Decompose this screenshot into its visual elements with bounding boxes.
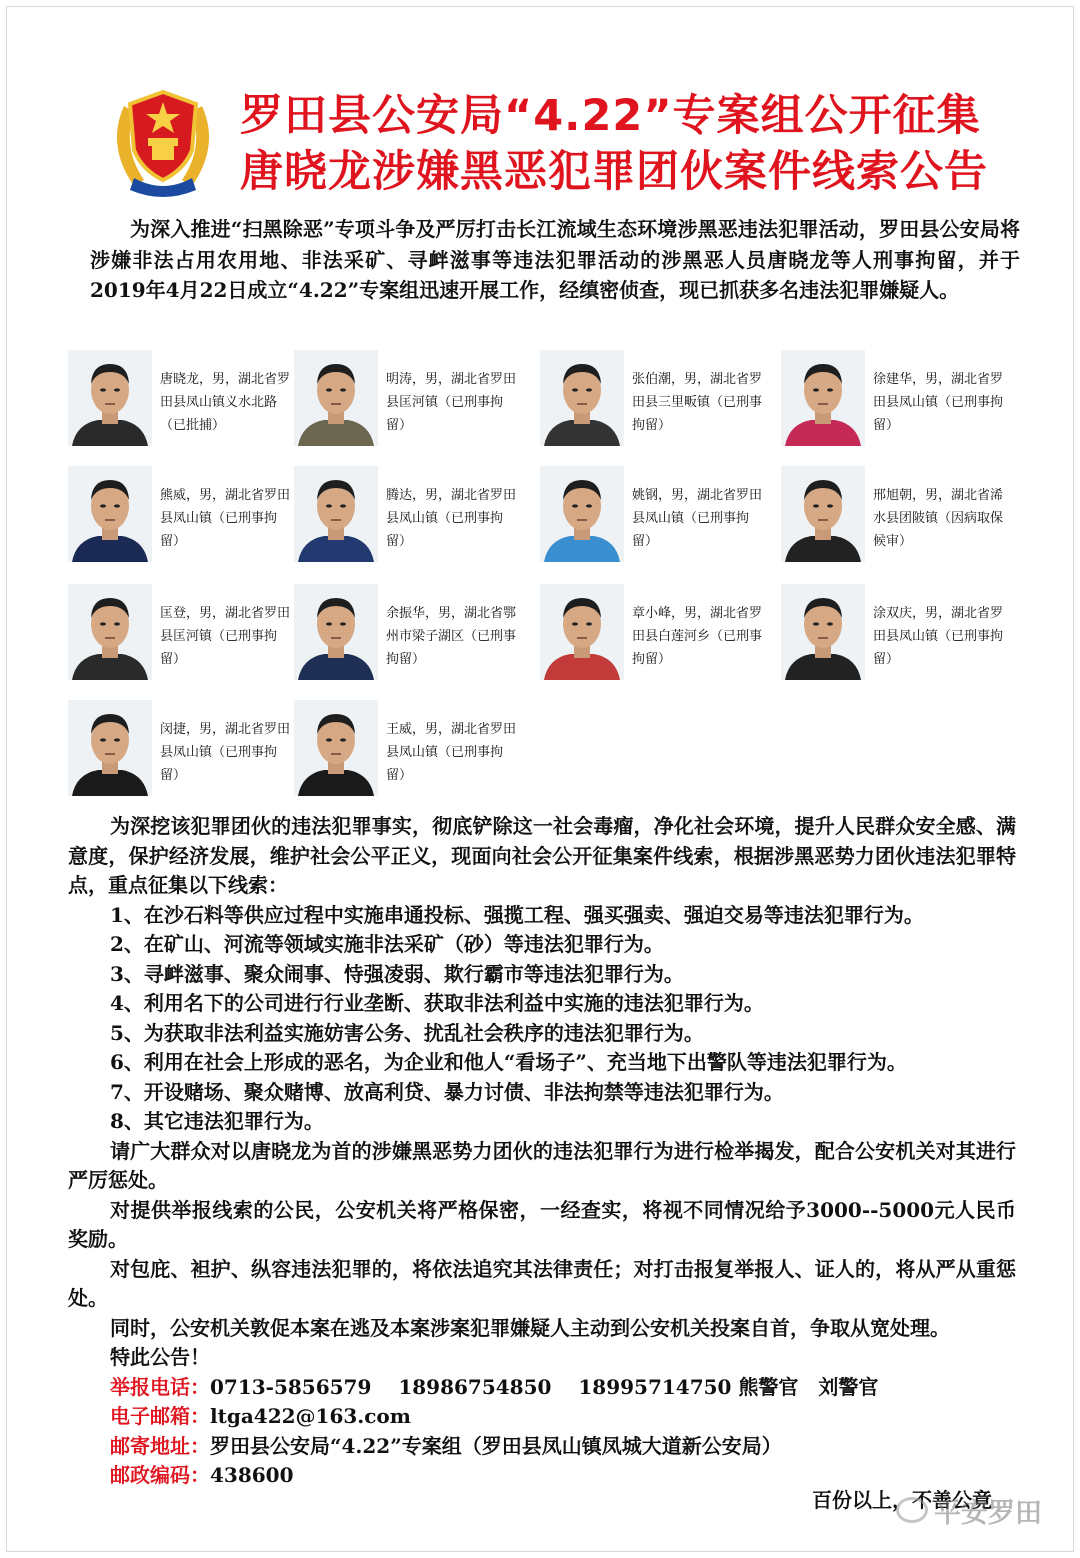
contact-email — [68, 1402, 1016, 1432]
suspect-caption: 姚钢，男，湖北省罗田县凤山镇（已刑事拘留） — [632, 488, 763, 549]
suspect-photo — [294, 466, 378, 562]
suspect-photo — [294, 584, 378, 680]
suspect-caption: 闵捷，男，湖北省罗田县凤山镇（已刑事拘留） — [160, 722, 291, 783]
surrender-paragraph: 同时，公安机关敦促本案在逃及本案涉案犯罪嫌疑人主动到公安机关投案自首，争取从宽处理。 — [110, 1315, 950, 1340]
clue-item: 5、为获取非法利益实施妨害公务、扰乱社会秩序的违法犯罪行为。 — [110, 1020, 704, 1045]
suspect-card — [68, 466, 308, 566]
footer-note: 百份以上，不善公竟 — [812, 1488, 992, 1512]
report-request-paragraph: 请广大群众对以唐晓龙为首的涉嫌黑恶势力团伙的违法犯罪行为进行检举揭发，配合公安机关对其进行严厉惩处。 — [68, 1138, 1016, 1192]
suspect-caption: 王威，男，湖北省罗田县凤山镇（已刑事拘留） — [386, 722, 517, 783]
clue-item: 1、在沙石料等供应过程中实施串通投标、强揽工程、强买强卖、强迫交易等违法犯罪行为。 — [110, 902, 924, 927]
suspect-card — [68, 584, 308, 684]
closing-text: 特此公告！ — [110, 1345, 210, 1369]
suspect-caption: 匡登，男，湖北省罗田县匡河镇（已刑事拘留） — [160, 606, 291, 667]
suspect-card — [540, 466, 780, 566]
phone-label: 举报电话： — [110, 1374, 210, 1399]
address-value: 罗田县公安局“4.22”专案组（罗田县凤山镇凤城大道新公安局） — [210, 1433, 782, 1458]
clue-item: 3、寻衅滋事、聚众闹事、恃强凌弱、欺行霸市等违法犯罪行为。 — [110, 961, 684, 986]
intro-paragraph: 为深入推进“扫黑除恶”专项斗争及严厉打击长江流域生态环境涉黑恶违法犯罪活动，罗田县公安局将涉嫌非法占用农用地、非法采矿、寻衅滋事等违法犯罪活动的涉黑恶人员唐晓龙等人刑事拘留，并于2019年4月22日成立“4.22”专案组迅速开展工作，经缜密侦查，现已抓获多名违法犯罪嫌疑人。 — [90, 217, 1020, 302]
watermark-text: 平安罗田 — [934, 1497, 1042, 1529]
suspect-photo — [68, 466, 152, 562]
watermark — [896, 1490, 1042, 1530]
liability-paragraph: 对包庇、袒护、纵容违法犯罪的，将依法追究其法律责任；对打击报复举报人、证人的，将从严从重惩处。 — [68, 1256, 1016, 1310]
suspect-card — [294, 350, 534, 450]
clue-item: 6、利用在社会上形成的恶名，为企业和他人“看场子”、充当地下出警队等违法犯罪行为。 — [110, 1050, 907, 1074]
phone-value: 0713-5856579 18986754850 18995714750 熊警官 刘警官 — [210, 1374, 879, 1399]
suspect-card — [781, 584, 1021, 684]
suspect-card — [781, 466, 1021, 566]
suspect-photo — [68, 700, 152, 796]
suspect-photo — [540, 466, 624, 562]
suspect-caption: 涂双庆，男，湖北省罗田县凤山镇（已刑事拘留） — [873, 606, 1004, 667]
suspect-card — [68, 700, 308, 800]
suspect-caption: 余振华，男，湖北省鄂州市梁子湖区（已刑事拘留） — [386, 606, 517, 667]
clue-item: 8、其它违法犯罪行为。 — [110, 1109, 324, 1133]
suspect-photo — [294, 700, 378, 796]
police-emblem-icon — [104, 86, 222, 198]
suspect-card — [540, 350, 780, 450]
title-line-1: 罗田县公安局“4.22”专案组公开征集 — [240, 91, 981, 141]
postcode-value: 438600 — [210, 1463, 294, 1487]
suspect-card — [68, 350, 308, 450]
contact-address — [68, 1432, 1016, 1462]
suspect-card — [781, 350, 1021, 450]
contact-phone — [68, 1373, 1016, 1403]
clue-item: 4、利用名下的公司进行行业垄断、获取非法利益中实施的违法犯罪行为。 — [110, 991, 764, 1015]
title-line-2: 唐晓龙涉嫌黑恶犯罪团伙案件线索公告 — [240, 147, 988, 197]
body-text — [68, 812, 1016, 1491]
suspect-photo — [68, 350, 152, 446]
suspect-card — [294, 466, 534, 566]
address-label: 邮寄地址： — [110, 1433, 210, 1458]
clue-item: 7、开设赌场、聚众赌博、放高利贷、暴力讨债、非法拘禁等违法犯罪行为。 — [110, 1079, 784, 1104]
suspect-caption: 章小峰，男，湖北省罗田县白莲河乡（已刑事拘留） — [632, 606, 763, 667]
suspect-caption: 张伯潮，男，湖北省罗田县三里畈镇（已刑事拘留） — [632, 372, 763, 433]
suspect-card — [294, 584, 534, 684]
postcode-label: 邮政编码： — [110, 1463, 210, 1487]
reward-paragraph: 对提供举报线索的公民，公安机关将严格保密，一经查实，将视不同情况给予3000--5000元人民币奖励。 — [68, 1197, 1016, 1251]
suspect-photo — [540, 584, 624, 680]
suspect-photo — [781, 584, 865, 680]
wechat-icon — [896, 1497, 928, 1523]
suspect-caption: 徐建华，男，湖北省罗田县凤山镇（已刑事拘留） — [873, 372, 1004, 433]
clue-intro-paragraph: 为深挖该犯罪团伙的违法犯罪事实，彻底铲除这一社会毒瘤，净化社会环境，提升人民群众安全感、满意度，保护经济发展，维护社会公平正义，现面向社会公开征集案件线索，根据涉黑恶势力团伙违法犯罪特点，重点征集以下线索： — [68, 814, 1016, 897]
suspect-photo — [68, 584, 152, 680]
page-title — [240, 88, 1000, 200]
clue-item: 2、在矿山、河流等领域实施非法采矿（砂）等违法犯罪行为。 — [110, 932, 664, 956]
suspect-photo — [294, 350, 378, 446]
suspect-card — [294, 700, 534, 800]
suspect-caption: 明涛，男，湖北省罗田县匡河镇（已刑事拘留） — [386, 372, 517, 433]
email-label: 电子邮箱： — [110, 1404, 210, 1428]
suspect-caption: 腾达，男，湖北省罗田县凤山镇（已刑事拘留） — [386, 488, 517, 549]
suspect-photo — [781, 350, 865, 446]
suspect-card — [540, 584, 780, 684]
suspect-photo — [540, 350, 624, 446]
suspect-caption: 唐晓龙，男，湖北省罗田县凤山镇义水北路（已批捕） — [160, 372, 291, 433]
suspect-caption: 邢旭朝，男，湖北省浠水县团陂镇（因病取保候审） — [873, 488, 1004, 549]
email-value: ltga422@163.com — [210, 1404, 411, 1428]
suspect-photo — [781, 466, 865, 562]
suspect-caption: 熊威，男，湖北省罗田县凤山镇（已刑事拘留） — [160, 488, 291, 549]
